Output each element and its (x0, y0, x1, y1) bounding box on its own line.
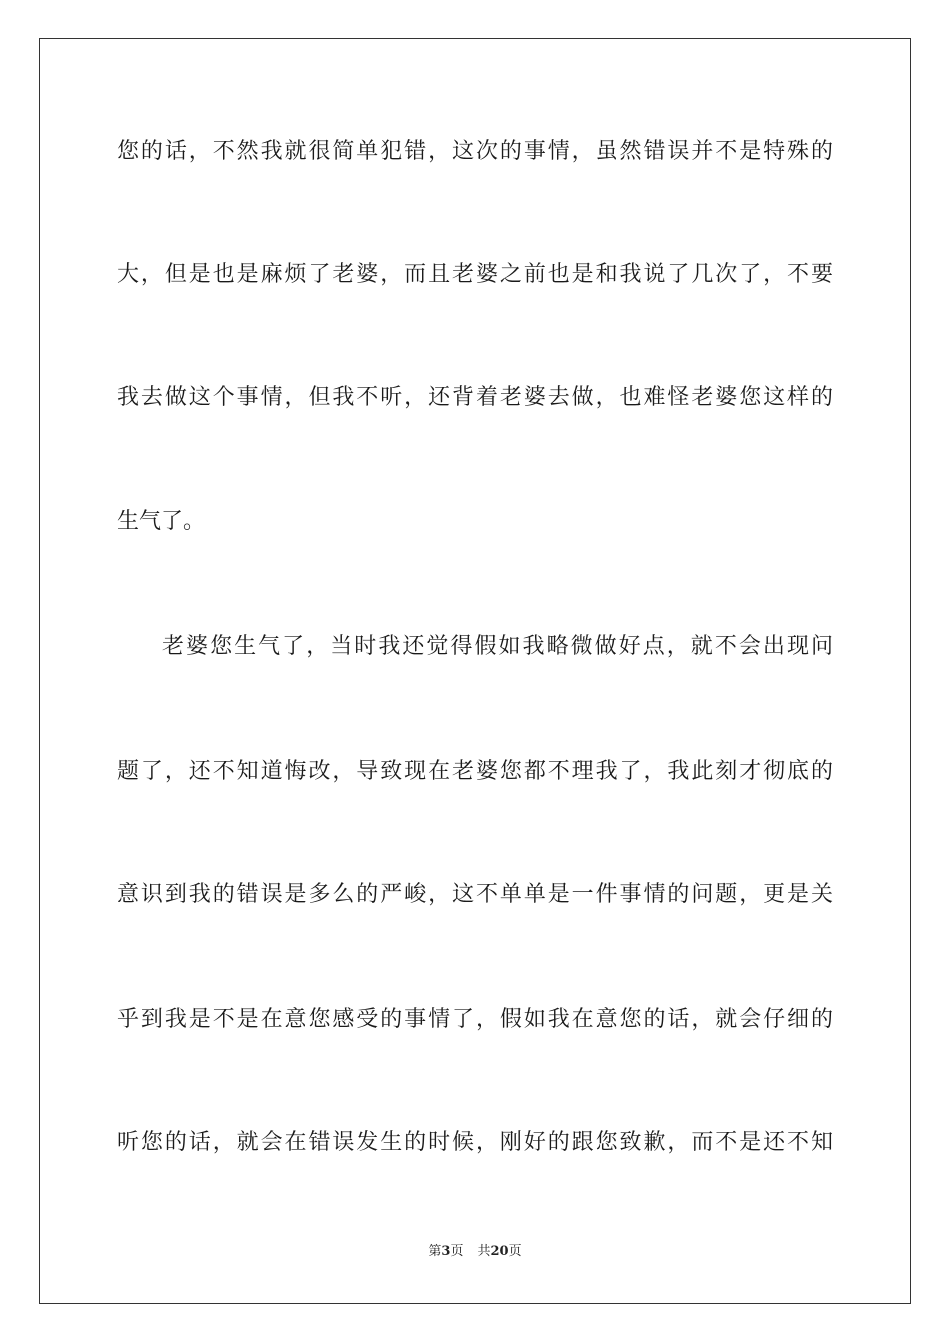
page-suffix: 页 (450, 1244, 464, 1259)
paragraph-line-3: 我去做这个事情，但我不听，还背着老婆去做，也难怪老婆您这样的 (117, 385, 833, 410)
paragraph-line-2: 大，但是也是麻烦了老婆，而且老婆之前也是和我说了几次了，不要 (117, 262, 833, 287)
page-number: 3 (441, 1244, 451, 1259)
paragraph-line-1: 您的话，不然我就很简单犯错，这次的事情，虽然错误并不是特殊的 (117, 139, 833, 164)
paragraph-line-8: 乎到我是不是在意您感受的事情了，假如我在意您的话，就会仔细的 (117, 1007, 833, 1032)
paragraph-line-6: 题了，还不知道悔改，导致现在老婆您都不理我了，我此刻才彻底的 (117, 759, 833, 784)
page-border (39, 38, 911, 1304)
paragraph-line-9: 听您的话，就会在错误发生的时候，刚好的跟您致歉，而不是还不知 (117, 1130, 833, 1155)
paragraph-line-5: 老婆您生气了，当时我还觉得假如我略微做好点，就不会出现问 (162, 634, 833, 659)
total-prefix: 共 (477, 1244, 491, 1259)
paragraph-line-7: 意识到我的错误是多么的严峻，这不单单是一件事情的问题，更是关 (117, 882, 833, 907)
page-footer (0, 1243, 950, 1261)
total-suffix: 页 (508, 1244, 522, 1259)
page-prefix: 第 (428, 1244, 442, 1259)
total-pages: 20 (490, 1244, 509, 1259)
paragraph-line-4: 生气了。 (117, 509, 206, 534)
